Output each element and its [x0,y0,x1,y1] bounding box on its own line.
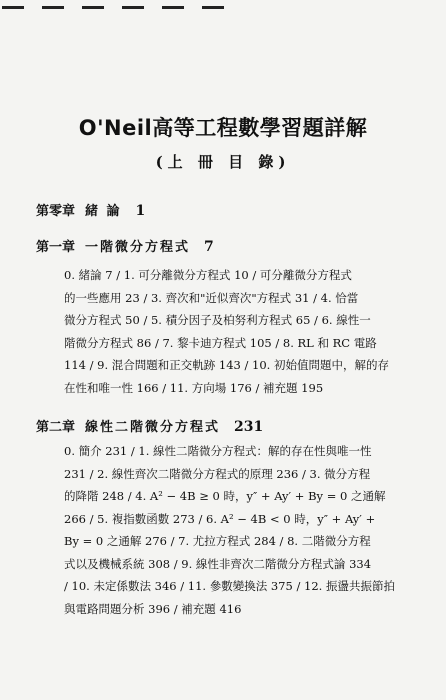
section-line: / 10. 未定係數法 346 / 11. 參數變換法 375 / 12. 振盪共振節拍 [64,579,395,593]
section-line: 114 / 9. 混合問題和正交軌跡 143 / 10. 初始值問題中，解的存 [64,358,389,372]
section-line: 231 / 2. 線性齊次二階微分方程式的原理 236 / 3. 微分方程 [64,466,371,481]
section-line: By = 0 之通解 276 / 7. 尤拉方程式 284 / 8. 二階微分方程 [64,534,371,548]
chapter-label: 第零章 [36,204,76,219]
chapter-2-heading [36,416,263,435]
chapter-1-sections [64,264,416,399]
section-line: 266 / 5. 複指數函數 273 / 6. A² − 4B < 0 時，y″ + Ay′ + [64,511,376,526]
chapter-page: 7 [204,239,214,255]
section-line: 的降階 248 / 4. A² − 4B ≥ 0 時，y″ + Ay′ + By = 0 之通解 [64,489,386,503]
section-line: 階微分方程式 86 / 7. 黎卡迪方程式 105 / 8. RL 和 RC 電路 [64,335,377,350]
chapter-name: 一階微分方程式 [85,240,191,255]
book-title: O'Neil高等工程數學習題詳解 [78,116,368,140]
section-line: 與電路問題分析 396 / 補充題 416 [64,601,242,616]
section-line: 的一些應用 23 / 3. 齊次和"近似齊次"方程式 31 / 4. 恰當 [64,290,359,305]
chapter-name: 線性二階微分方程式 [85,420,221,435]
toc-subtitle: (上 冊 目 錄) [155,153,291,171]
section-line: 式以及機械系統 308 / 9. 線性非齊次二階微分方程式論 334 [64,556,372,571]
section-line: 微分方程式 50 / 5. 積分因子及柏努利方程式 65 / 6. 線性一 [64,313,371,327]
section-line: 0. 緒論 7 / 1. 可分離微分方程式 10 / 可分離微分方程式 [64,268,352,282]
chapter-label: 第二章 [36,420,76,435]
section-line: 在性和唯一性 166 / 11. 方向場 176 / 補充題 195 [64,380,324,395]
top-edge-marks [2,6,234,10]
chapter-label: 第一章 [36,240,76,255]
chapter-page: 231 [234,419,264,435]
chapter-name: 緒 論 [85,204,122,219]
chapter-2-sections [64,440,416,620]
chapter-page: 1 [135,203,146,219]
chapter-1-heading [36,236,214,255]
section-line: 0. 簡介 231 / 1. 線性二階微分方程式：解的存在性與唯一性 [64,444,372,458]
chapter-0-heading [36,200,145,219]
